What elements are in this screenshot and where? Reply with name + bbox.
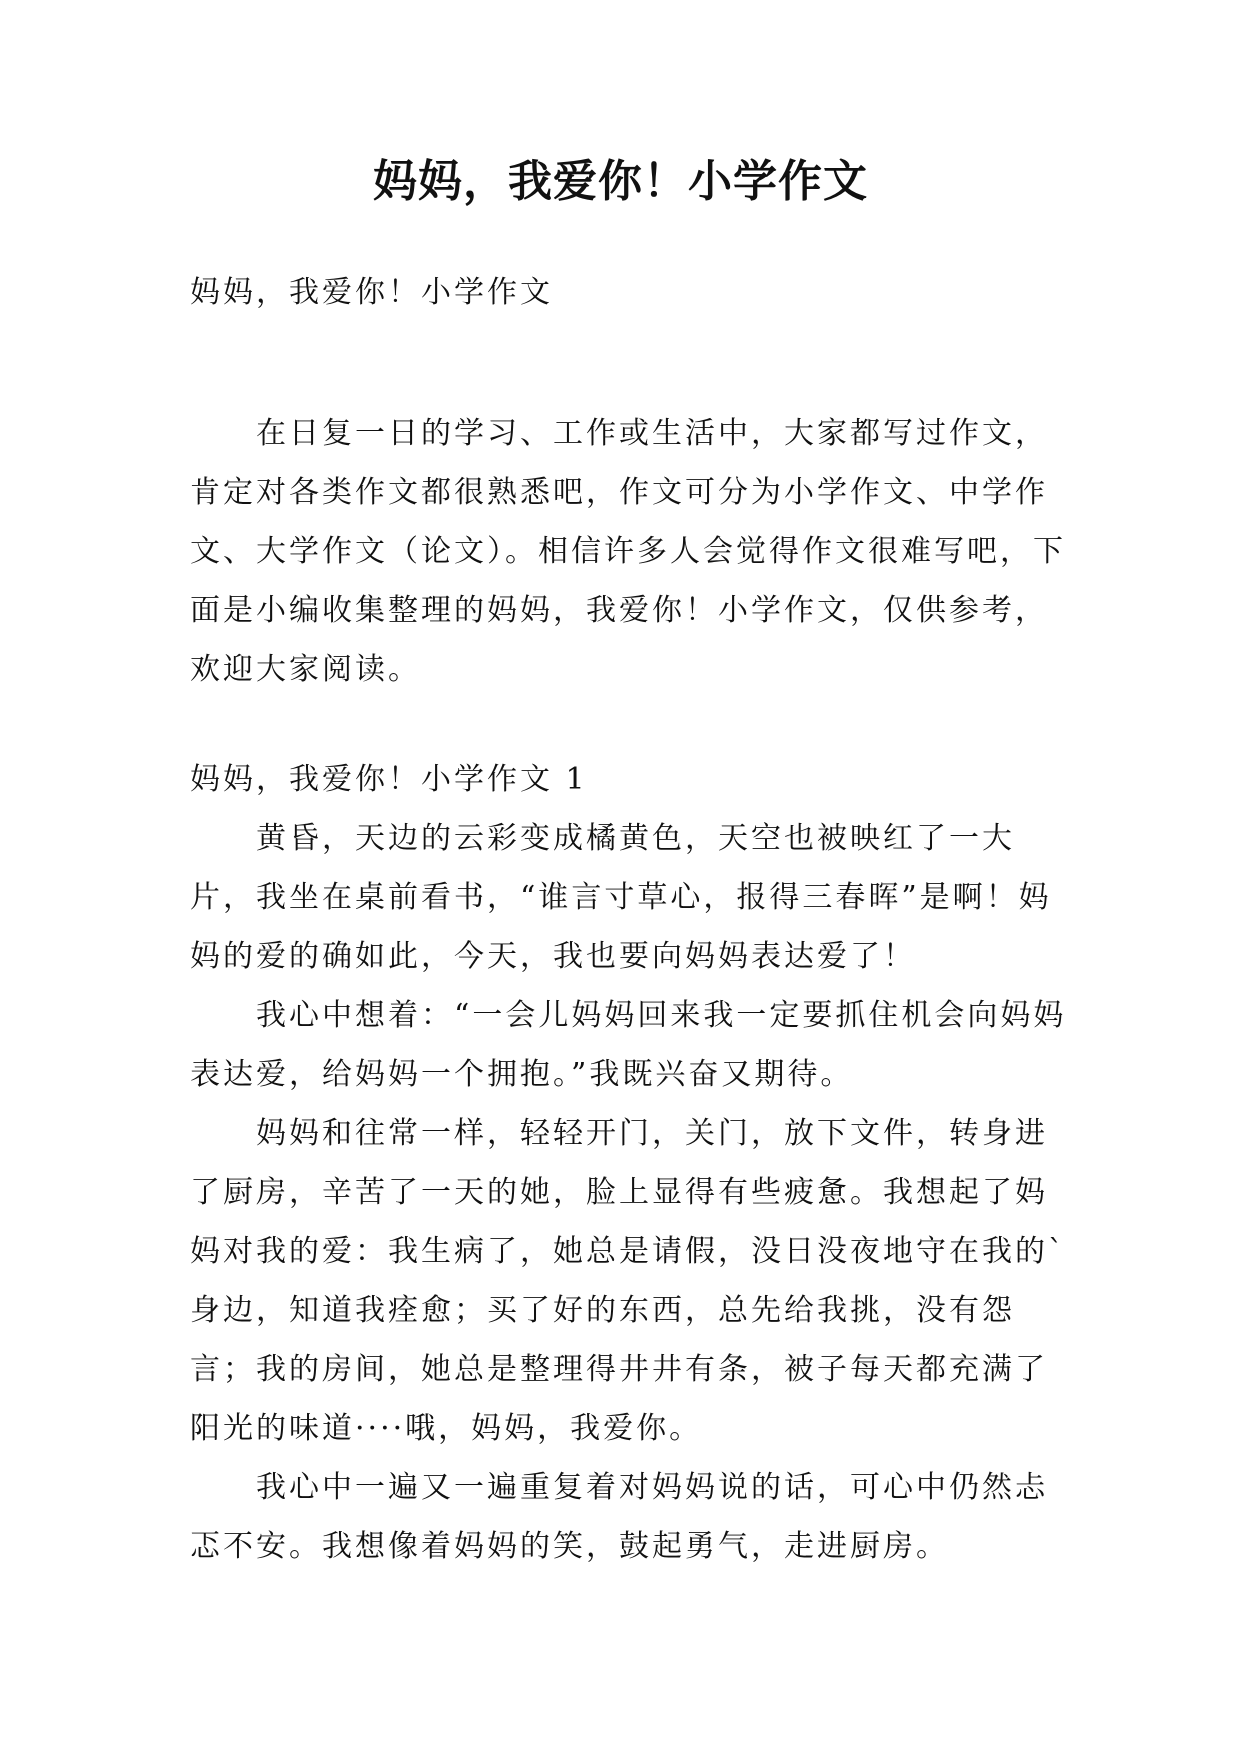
essay-paragraph-1: 黄昏，天边的云彩变成橘黄色，天空也被映红了一大片，我坐在桌前看书，“谁言寸草心，报得三春晖”是啊！妈妈的爱的确如此，今天，我也要向妈妈表达爱了！ — [190, 821, 1052, 974]
essay-paragraph-4: 我心中一遍又一遍重复着对妈妈说的话，可心中仍然忐忑不安。我想像着妈妈的笑，鼓起勇气，走进厨房。 — [190, 1470, 1048, 1564]
essay-paragraph-3: 妈妈和往常一样，轻轻开门，关门，放下文件，转身进了厨房，辛苦了一天的她，脸上显得有些疲惫。我想起了妈妈对我的爱：我生病了，她总是请假，没日没夜地守在我的`身边，知道我痊愈；买了好的东西，总先给我挑，没有怨言；我的房间，她总是整理得井井有条，被子每天都充满了阳光的味道····哦，妈妈，我爱你。 — [190, 1116, 1066, 1446]
intro-paragraph: 在日复一日的学习、工作或生活中，大家都写过作文，肯定对各类作文都很熟悉吧，作文可分为小学作文、中学作文、大学作文（论文）。相信许多人会觉得作文很难写吧，下面是小编收集整理的妈妈，我爱你！小学作文，仅供参考，欢迎大家阅读。 — [190, 416, 1066, 687]
essay-section — [190, 750, 1070, 1576]
document-title: 妈妈，我爱你！小学作文 — [373, 156, 868, 207]
essay-paragraph-2: 我心中想着：“一会儿妈妈回来我一定要抓住机会向妈妈表达爱，给妈妈一个拥抱。”我既兴奋又期待。 — [190, 998, 1067, 1092]
document-subtitle: 妈妈，我爱你！小学作文 — [190, 275, 553, 310]
section-heading: 妈妈，我爱你！小学作文 1 — [190, 762, 588, 797]
